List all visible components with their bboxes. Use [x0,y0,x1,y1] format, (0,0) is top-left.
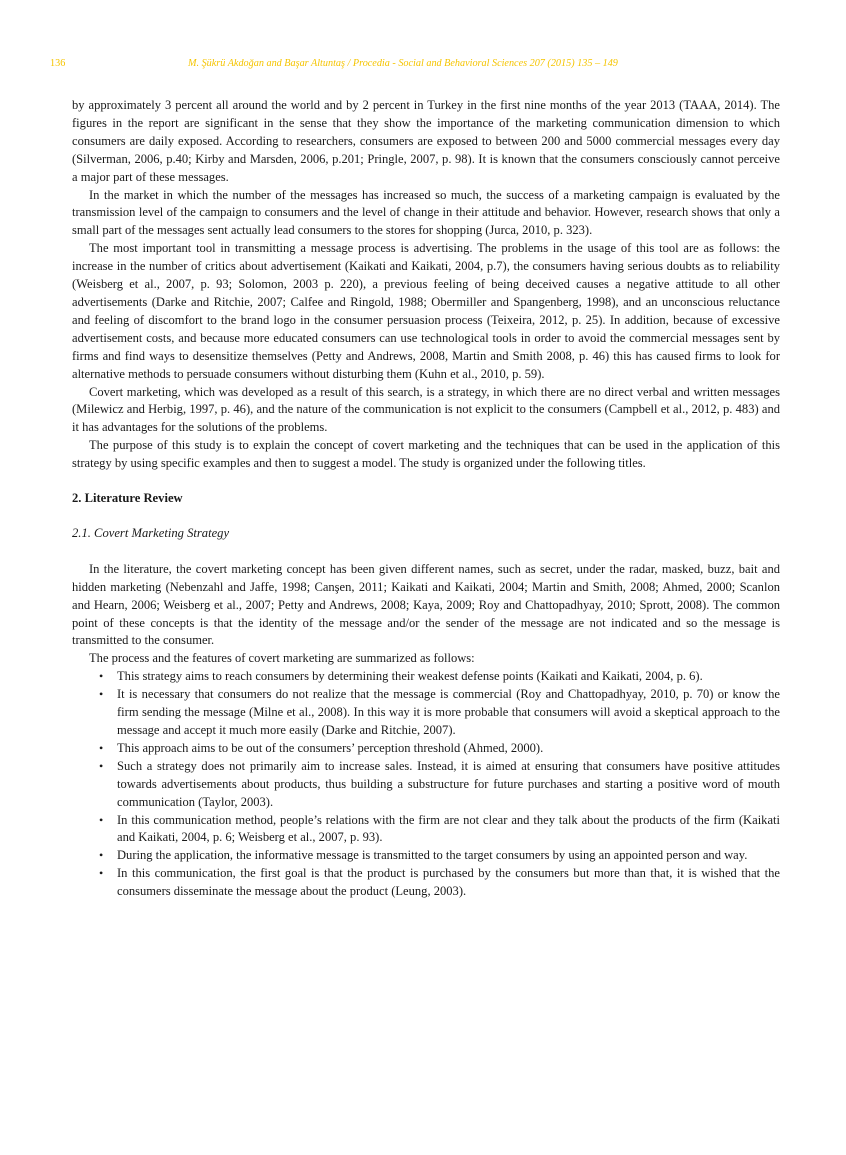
list-item [72,812,780,848]
bullet-icon: • [99,758,104,773]
feature-list [72,668,780,901]
paragraph: The most important tool in transmitting a message process is advertising. The problems in the usage of this tool are as follows: the increase in the number of critics about advertisement (Kaikati and Kaikati, 2004, p.7), the consumers having serious doubts as to reliability (Weisberg et al., 2007, p. 93; Solomon, 2003 p. 220), a previous feeling of being deceived causes a negative attitude to all other advertisements (Darke and Ritchie, 2007; Calfee and Ringold, 1988; Obermiller and Spangenberg, 1998), and an unconscious reluctance and feeling of discomfort to the brand logo in the consumer persuasion process (Teixeira, 2012, p. 25). In addition, because of excessive advertisement costs, and because more educated consumers can use technological tools in order to avoid the commercial messages sent by firms and find ways to desensitize themselves (Petty and Andrews, 2008, Martin and Smith 2008, p. 46) this has caused firms to look for alternative methods to persuade consumers without disturbing them (Kuhn et al., 2010, p. 59). [72,241,780,381]
bullet-icon: • [99,812,104,827]
article-body [72,97,780,901]
list-item-text: During the application, the informative message is transmitted to the target consumers by using an appointed person and way. [117,848,748,863]
list-item-text: In this communication, the first goal is that the product is purchased by the consumers but more than that, it is wished that the consumers disseminate the message about the product (Leung, 2003). [117,866,780,899]
list-item [72,758,780,812]
list-item [72,686,780,740]
bullet-icon: • [99,740,104,755]
list-item-text: This strategy aims to reach consumers by determining their weakest defense points (Kaikati and Kaikati, 2004, p. 6). [117,669,703,684]
bullet-icon: • [99,848,104,863]
paragraph-continued: by approximately 3 percent all around the world and by 2 percent in Turkey in the first nine months of the year 2013 (TAAA, 2014). The figures in the report are significant in the sense that they show the importance of the marketing communication dimension to which consumers are daily exposed. According to researchers, consumers are exposed to between 200 and 5000 commercial messages every day (Silverman, 2006, p.40; Kirby and Marsden, 2006, p.201; Pringle, 2007, p. 98). It is known that the consumers consciously cannot perceive a major part of these messages. [72,98,780,184]
paragraph: The purpose of this study is to explain the concept of covert marketing and the techniques that can be used in the application of this strategy by using specific examples and then to suggest a model. The study is organized under the following titles. [72,438,780,471]
paragraph: In the market in which the number of the messages has increased so much, the success of a marketing campaign is evaluated by the transmission level of the campaign to consumers and the level of change in their attitude and behavior. However, research shows that only a small part of the messages sent actually lead consumers to the stores for shopping (Jurca, 2010, p. 323). [72,187,780,238]
bullet-icon: • [99,669,104,684]
journal-citation: M. Şükrü Akdoğan and Başar Altuntaş / Procedia - Social and Behavioral Sciences 207 (2015) 135 – 149 [188,58,618,69]
list-item-text: Such a strategy does not primarily aim to increase sales. Instead, it is aimed at ensuring that consumers have positive attitudes towards advertisements about products, thus building a substructure for future purchases and starting a positive word of mouth communication (Taylor, 2003). [117,758,780,809]
subsection-heading: 2.1. Covert Marketing Strategy [72,525,230,540]
paragraph: The process and the features of covert marketing are summarized as follows: [89,651,475,666]
paragraph: Covert marketing, which was developed as a result of this search, is a strategy, in which there are no direct verbal and written messages (Milewicz and Herbig, 1997, p. 46), and the nature of the communication is not explicit to the consumers (Campbell et al., 2012, p. 483) and it has advantages for the solutions of the problems. [72,384,780,435]
section-heading: 2. Literature Review [72,491,183,506]
list-item-text: It is necessary that consumers do not realize that the message is commercial (Roy and Chattopadhyay, 2010, p. 70) or know the firm sending the message (Milne et al., 2008). In this way it is more probable that consumers will avoid a skeptical approach to the message and accept it much more easily (Darke and Ritchie, 2007). [117,687,780,737]
list-item [72,740,780,758]
running-header [0,58,846,74]
list-item-text: In this communication method, people’s relations with the firm are not clear and they talk about the products of the firm (Kaikati and Kaikati, 2004, p. 6; Weisberg et al., 2007, p. 93). [117,812,780,845]
bullet-icon: • [99,866,104,881]
page-number: 136 [50,58,66,69]
list-item-text: This approach aims to be out of the consumers’ perception threshold (Ahmed, 2000). [117,740,544,755]
bullet-icon: • [99,687,104,702]
paragraph: In the literature, the covert marketing concept has been given different names, such as secret, under the radar, masked, buzz, bait and hidden marketing (Nebenzahl and Jaffe, 1998; Canşen, 2011; Kaikati and Kaikati, 2004; Martin and Smith, 2008; Ahmed, 2000; Scanlon and Hearn, 2006; Weisberg et al., 2007; Petty and Andrews, 2008; Kaya, 2009; Roy and Chattopadhyay, 2010; Sprott, 2008). The common point of these concepts is that the identity of the message and/or the sender of the message are not indicated and so the message is transmitted to the consumer. [72,561,780,648]
spacer [72,543,780,561]
list-item [72,668,780,686]
list-item [72,847,780,865]
list-item [72,865,780,901]
